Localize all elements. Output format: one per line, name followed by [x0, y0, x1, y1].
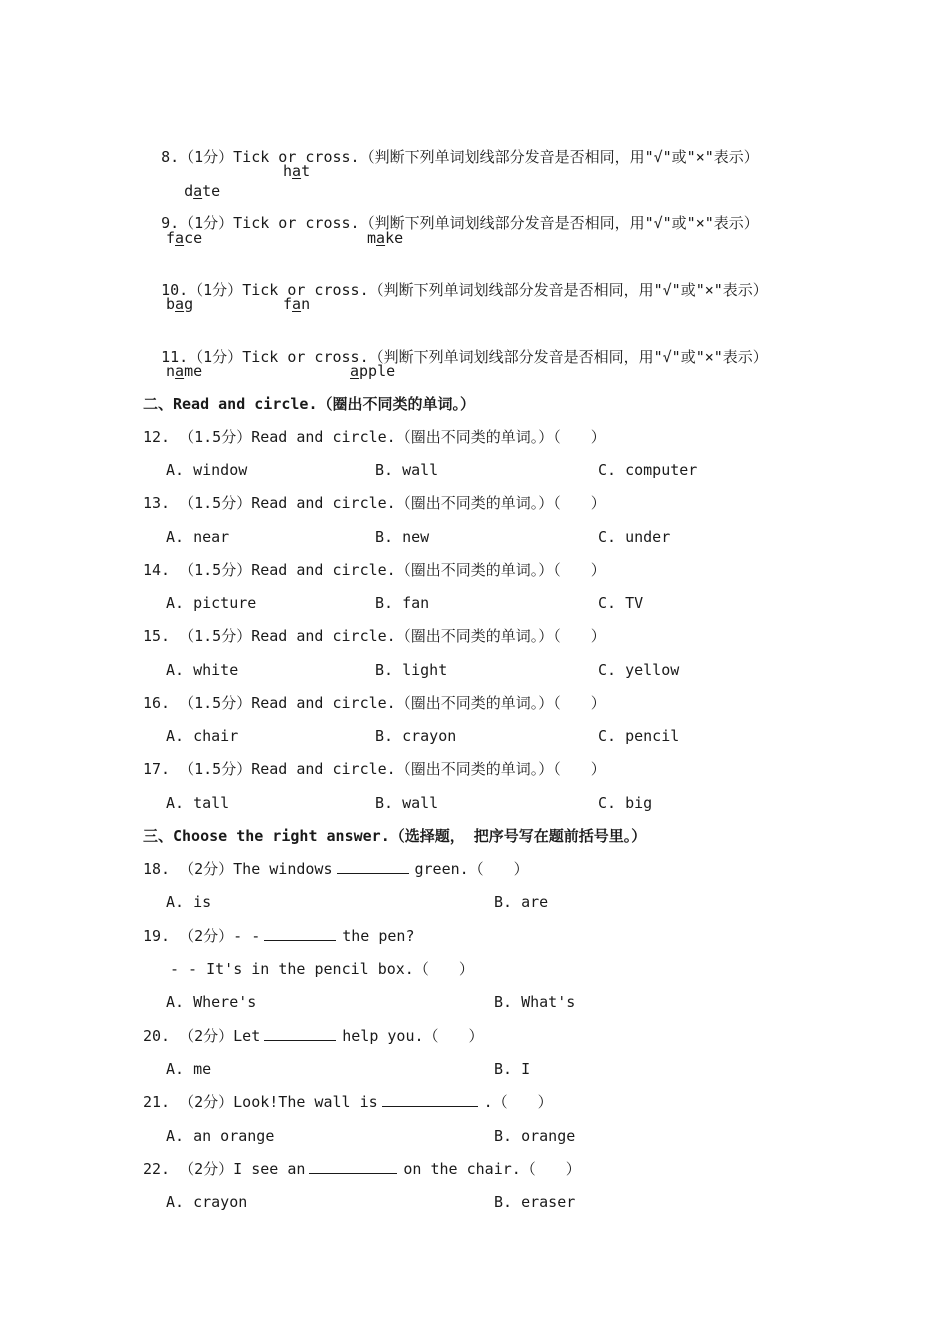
question-21: 21. （2分）Look!The wall is .（ ） — [143, 1093, 553, 1111]
option-b: B. crayon — [375, 727, 457, 745]
question-9 — [143, 193, 759, 233]
question-14: 14. （1.5分）Read and circle.（圈出不同类的单词。）（ ） — [143, 561, 606, 579]
question-score: （1分） — [188, 348, 243, 366]
option-b: B. new — [375, 528, 430, 546]
option-a: A. picture — [166, 594, 257, 612]
option-b: B. eraser — [494, 1193, 576, 1211]
question-stem: Tick or cross.（判断下列单词划线部分发音是否相同，用"√"或"×"表示） — [242, 348, 768, 366]
options-21 — [166, 1126, 926, 1146]
word-2: hat — [283, 162, 311, 180]
option-c: C. big — [598, 794, 653, 812]
word-1: bag — [166, 295, 194, 313]
question-22: 22. （2分）I see an on the chair.（ ） — [143, 1160, 581, 1178]
question-11 — [143, 327, 768, 367]
question-score: （1分） — [188, 281, 243, 299]
options-14 — [166, 593, 926, 613]
question-stem: Tick or cross.（判断下列单词划线部分发音是否相同，用"√"或"×"表示） — [242, 281, 768, 299]
option-b: B. orange — [494, 1127, 576, 1145]
option-c: C. pencil — [598, 727, 680, 745]
option-b: B. fan — [375, 594, 430, 612]
question-number: 8. — [161, 148, 180, 166]
option-a: A. white — [166, 661, 239, 679]
option-a: A. is — [166, 893, 212, 911]
question-score: （1分） — [179, 148, 234, 166]
question-16: 16. （1.5分）Read and circle.（圈出不同类的单词。）（ ） — [143, 694, 606, 712]
word-1: face — [166, 229, 203, 247]
question-stem: Tick or cross.（判断下列单词划线部分发音是否相同，用"√"或"×"表示） — [233, 214, 759, 232]
option-c: C. under — [598, 528, 671, 546]
options-13 — [166, 527, 926, 547]
option-c: C. computer — [598, 461, 698, 479]
section-3-title: 三、Choose the right answer.（选择题， 把序号写在题前括号里。） — [143, 827, 647, 845]
question-19: 19. （2分）- - the pen? — [143, 927, 415, 945]
question-stem: Tick or cross.（判断下列单词划线部分发音是否相同，用"√"或"×"表示） — [233, 148, 759, 166]
question-8 — [143, 127, 759, 167]
options-15 — [166, 660, 926, 680]
option-b: B. What's — [494, 993, 576, 1011]
options-19 — [166, 992, 926, 1012]
question-score: （1分） — [179, 214, 234, 232]
question-20: 20. （2分）Let help you.（ ） — [143, 1027, 484, 1045]
word-1: name — [166, 362, 203, 380]
option-a: A. crayon — [166, 1193, 248, 1211]
answer-blank[interactable] — [264, 926, 336, 941]
option-b: B. are — [494, 893, 549, 911]
option-a: A. tall — [166, 794, 230, 812]
option-a: A. Where's — [166, 993, 257, 1011]
option-b: B. wall — [375, 794, 439, 812]
option-a: A. an orange — [166, 1127, 275, 1145]
options-17 — [166, 793, 926, 813]
section-2-title: 二、Read and circle.（圈出不同类的单词。） — [143, 395, 475, 413]
word-2: make — [367, 229, 404, 247]
option-a: A. chair — [166, 727, 239, 745]
option-a: A. window — [166, 461, 248, 479]
option-b: B. wall — [375, 461, 439, 479]
options-12 — [166, 460, 926, 480]
word-2: apple — [350, 362, 396, 380]
answer-blank[interactable] — [337, 859, 409, 874]
options-18 — [166, 892, 926, 912]
question-15: 15. （1.5分）Read and circle.（圈出不同类的单词。）（ ） — [143, 627, 606, 645]
word-2: fan — [283, 295, 311, 313]
option-c: C. TV — [598, 594, 644, 612]
option-b: B. I — [494, 1060, 531, 1078]
question-18: 18. （2分）The windows green.（ ） — [143, 860, 529, 878]
question-number: 9. — [161, 214, 180, 232]
options-22 — [166, 1192, 926, 1212]
question-12: 12. （1.5分）Read and circle.（圈出不同类的单词。）（ ） — [143, 428, 606, 446]
question-10 — [143, 260, 768, 300]
options-20 — [166, 1059, 926, 1079]
options-16 — [166, 726, 926, 746]
question-17: 17. （1.5分）Read and circle.（圈出不同类的单词。）（ ） — [143, 760, 606, 778]
option-a: A. me — [166, 1060, 212, 1078]
question-19-line2: - - It's in the pencil box.（ ） — [170, 960, 474, 978]
word-1: date — [184, 182, 221, 200]
answer-blank[interactable] — [264, 1026, 336, 1041]
answer-blank[interactable] — [382, 1092, 478, 1107]
question-13: 13. （1.5分）Read and circle.（圈出不同类的单词。）（ ） — [143, 494, 606, 512]
option-c: C. yellow — [598, 661, 680, 679]
answer-blank[interactable] — [309, 1159, 397, 1174]
option-b: B. light — [375, 661, 448, 679]
option-a: A. near — [166, 528, 230, 546]
question-number: 10. — [161, 281, 189, 299]
question-number: 11. — [161, 348, 189, 366]
